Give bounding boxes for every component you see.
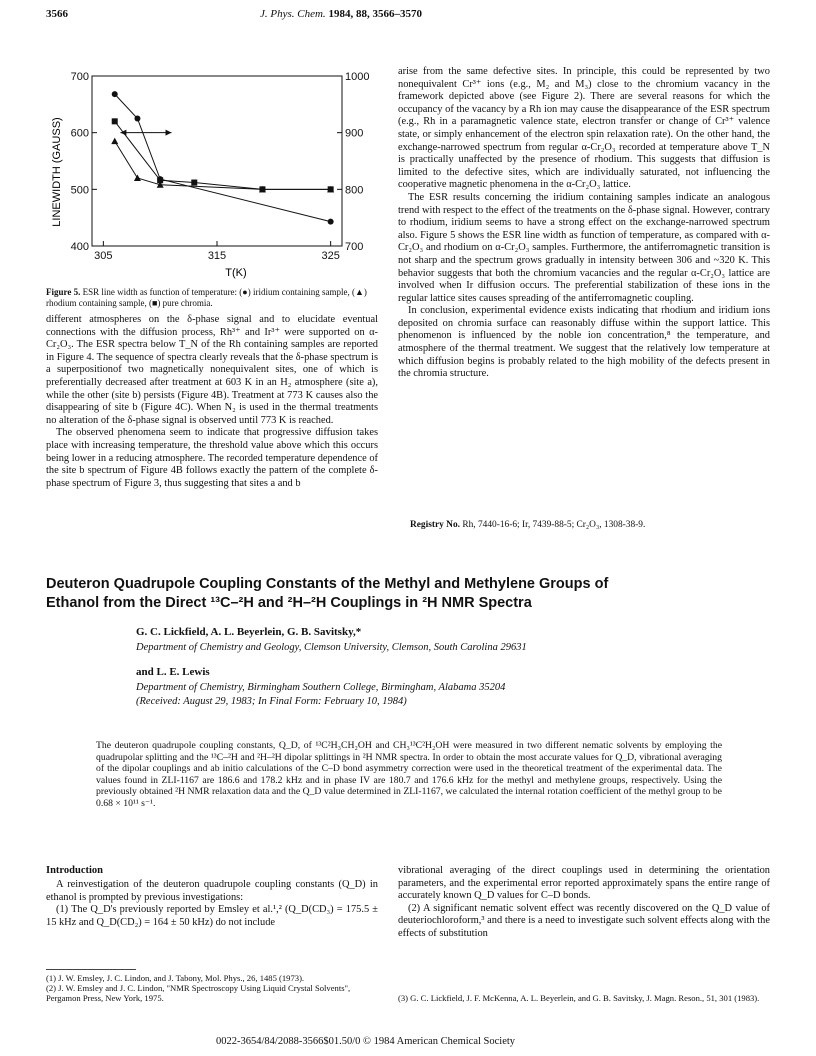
y-tick-label: 600 (70, 127, 89, 140)
arrow-head-right (166, 130, 172, 136)
x-axis-label: T(K) (225, 267, 247, 279)
y-tick-label: 400 (70, 241, 89, 253)
right-column (398, 66, 770, 381)
y-tick-label: 700 (70, 71, 89, 83)
y2-tick-label: 800 (345, 184, 364, 197)
iridium-point (112, 91, 118, 97)
affiliation-1: Department of Chemistry and Geology, Clemson University, Clemson, South Carolina 29631 (136, 642, 527, 653)
paragraph: The ESR results concerning the iridium containing samples indicate an analogous trend with respect to the effect of the treatments on the δ-phase signal. However, contrary to rhodium, iridium seems to have a strong effect on the exchange-narrowed spectrum also. Figure 5 shows the ESR line width as function of temperature, as compared with α-Cr₂O₃ and rhodium on α-Cr₂O₃ samples. Furthermore, the antiferromagnetic transition is not sharp and the spectrum grows gradually in intensity between 306 and ~320 K. This behavior suggests that both the chromium vacancies and the regular α-Cr₂O₃ lattice are involved when Ir diffusion occurs. The preferential stabilization of these ions in the regular lattice sites causes spreading of the antiferromagnetic coupling. (398, 191, 770, 304)
registry-text: Rh, 7440-16-6; Ir, 7439-88-5; Cr₂O₃, 1308-38-9. (462, 520, 646, 530)
circle-series-line (115, 94, 331, 222)
page-number: 3566 (46, 8, 68, 20)
rhodium-point (134, 175, 141, 182)
paragraph: vibrational averaging of the direct couplings used in determining the orientation parameters, and the experimental error reported approximately spans the entire range of accurately known Q_D values for C–D bonds. (398, 865, 770, 902)
y-axis-label: LINEWIDTH (GAUSS) (51, 117, 63, 227)
title-line-1: Deuteron Quadrupole Coupling Constants of the Methyl and Methylene Groups of (46, 576, 609, 592)
journal-name: J. Phys. Chem. (260, 8, 326, 20)
x-tick-label: 315 (207, 250, 227, 262)
article-title (46, 575, 766, 613)
plot-frame (92, 76, 342, 246)
paragraph: The observed phenomena seem to indicate that progressive diffusion takes place with increasing temperature, the threshold value above which this occurs being lower in a reducing atmosphere. The recorded temperature dependence of the site b spectrum of Figure 4B follows exactly the pattern of the complete δ-phase spectrum of Figure 3, thus suggesting that sites a and b (46, 427, 378, 489)
x-tick-label: 325 (321, 250, 340, 262)
figure-caption (46, 287, 378, 309)
y2-tick-label: 900 (345, 127, 364, 140)
footnote-rule (46, 969, 136, 970)
received-dates: (Received: August 29, 1983; In Final Form: February 10, 1984) (136, 696, 407, 707)
triangle-series-line (115, 141, 331, 189)
paragraph: (2) A significant nematic solvent effect was recently discovered on the Q_D value of deuteriochloroform,³ and there is a need to investigate such solvent effects along with the effects of substitution (398, 902, 770, 939)
rhodium-point (111, 138, 118, 145)
iridium-point (328, 219, 334, 225)
y2-tick-label: 700 (345, 241, 364, 253)
figure-label: Figure 5. (46, 287, 81, 297)
chromia-point (112, 118, 118, 124)
chromia-point (157, 177, 163, 183)
journal-volume: 1984, 88, 3566–3570 (328, 8, 422, 20)
iridium-point (134, 116, 140, 122)
paragraph: arise from the same defective sites. In principle, this could be represented by two nonequivalent Cr³⁺ ions (e.g., M₂ and M₃) close to the chromium vacancy in the framework depicted above (see Figure 2). There are several reasons for which the occupancy of the vacancy by a Rh ion may cause the disappearance of the ESR spectrum (e.g., Rh in a paramagnetic valence state, electron transfer or change of Cr³⁺ valence state, or simply enhancement of the electron spin relaxation rate). On the other hand, the exchange-narrowed spectrum from regular α-Cr₂O₃ recorded at temperature above T_N is practically unaffected by the presence of rhodium. This suggests that diffusion is limited to the defective sites, which are individually saturated, not influencing the cooperative magnetic phenomena in the α-Cr₂O₃ lattice. (398, 66, 770, 191)
square-series-line (115, 121, 331, 189)
chromia-point (328, 186, 334, 192)
intro-left (46, 879, 378, 929)
paragraph: A reinvestigation of the deuteron quadrupole coupling constants (Q_D) in ethanol is prompted by previous investigations: (46, 879, 378, 903)
footnote-1: (1) J. W. Emsley, J. C. Lindon, and J. Tabony, Mol. Phys., 26, 1485 (1973). (46, 973, 305, 983)
figure-caption-text: ESR line width as function of temperature: (●) iridium containing sample, (▲) rhodium containing sample, (■) pure chromia. (46, 287, 367, 308)
paragraph: different atmospheres on the δ-phase signal and to elucidate eventual connections with the diffusion process, Rh³⁺ and Ir³⁺ were supported on α-Cr₂O₃. The ESR spectra below T_N of the Rh containing samples are reported in Figure 4. The sequence of spectra clearly reveals that the δ-phase spectrum is a superpositionof two magnetically nonequivalent sites, one of which is preferentially decreased after treatment at 603 K in an H₂ atmosphere (site a), while the other (site b) persists (Figure 4B). Treatment at 773 K causes also the disappearing of site b (Figure 4C). When N₂ is used in the thermal treatments no alteration of the δ-phase signal is observed until 773 K is reached. (46, 314, 378, 426)
abstract: The deuteron quadrupole coupling constants, Q_D, of ¹³C²H₃CH₂OH and CH₃¹³C²H₂OH were measured in two different nematic solvents by employing the quadrupolar splitting and the ¹³C–²H and ²H–²H dipolar splittings in ²H NMR spectra. In order to obtain the most accurate values for Q_D, vibrational averaging of the dipolar couplings and ab initio calculations of the C–D bond asymmetry correction were used in the theoretical treatment of the experimental data. The values found in ZLI-1167 are 186.6 and 178.2 kHz and in phase IV are 180.7 and 176.6 kHz for the methyl and methylene groups, respectively. Using the previously obtained ²H NMR relaxation data and the Q_D value determined in ZLI-1167, we calculated the internal rotation coefficient of the methyl group to be 0.68 × 10¹¹ s⁻¹. (96, 740, 722, 809)
esr-linewidth-chart (46, 62, 386, 282)
introduction-heading: Introduction (46, 865, 103, 876)
x-tick-label: 305 (94, 250, 113, 262)
paragraph: (1) The Q_D's previously reported by Emsley et al.¹,² (Q_D(CD₃) = 175.5 ± 15 kHz and Q_D(CD₂) = 164 ± 50 kHz) do not include (46, 904, 378, 928)
footnotes-left (46, 973, 378, 1003)
footnote-3: (3) G. C. Lickfield, J. F. McKenna, A. L. Beyerlein, and G. B. Savitsky, J. Magn. Reson., 51, 301 (1983). (398, 993, 760, 1003)
registry-label: Registry No. (410, 520, 460, 530)
chromia-point (191, 180, 197, 186)
authors-2: and L. E. Lewis (136, 666, 210, 678)
journal-header (260, 8, 422, 20)
authors-1: G. C. Lickfield, A. L. Beyerlein, G. B. Savitsky,* (136, 626, 362, 638)
registry-numbers (410, 520, 770, 531)
intro-right (398, 865, 770, 941)
affiliation-2: Department of Chemistry, Birmingham Southern College, Birmingham, Alabama 35204 (136, 682, 506, 693)
copyright-footer: 0022-3654/84/2088-3566$01.50/0 © 1984 American Chemical Society (216, 1036, 516, 1047)
chromia-point (259, 186, 265, 192)
y2-tick-label: 1000 (345, 71, 370, 83)
paragraph: In conclusion, experimental evidence exists indicating that rhodium and iridium ions deposited on chromia surface can reasonably diffuse within the support lattice. This phenomenon is influenced by the noble ion concentration,⁸ the temperature, and atmosphere of the thermal treatment. We suggest that the relatively low temperature at which diffusion begins is probably related to the high mobility of the defects present in the chromia structure. (398, 305, 770, 380)
title-line-2: Ethanol from the Direct ¹³C–²H and ²H–²H Couplings in ²H NMR Spectra (46, 595, 532, 611)
footnote-2: (2) J. W. Emsley and J. C. Lindon, "NMR Spectroscopy Using Liquid Crystal Solvents", Pergamon Press, New York, 1975. (46, 983, 351, 1003)
left-column (46, 314, 378, 490)
y-tick-label: 500 (70, 184, 89, 197)
